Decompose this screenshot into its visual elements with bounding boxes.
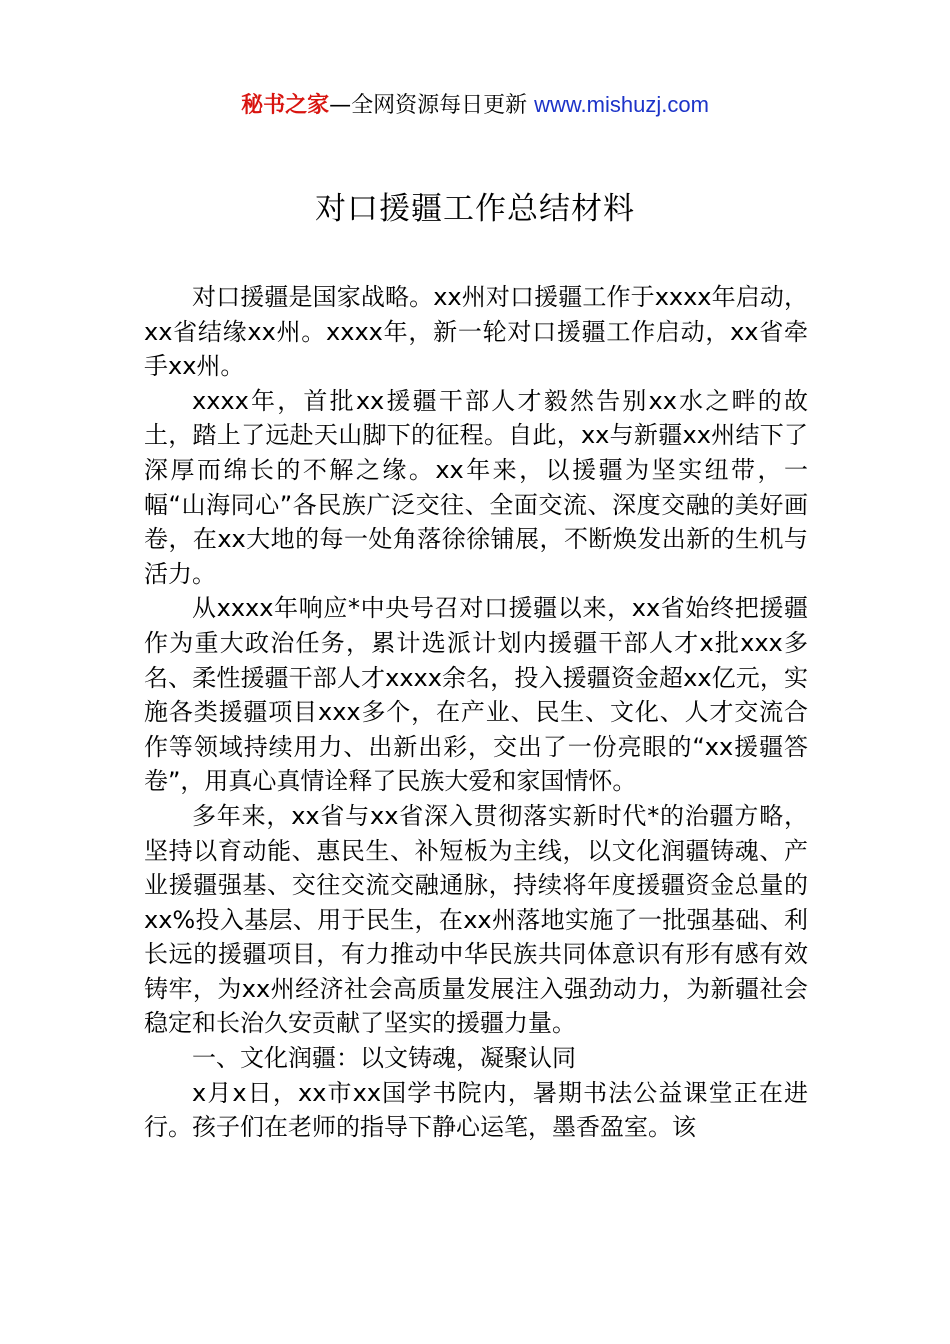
paragraph: 多年来，xx省与xx省深入贯彻落实新时代*的治疆方略，坚持以育动能、惠民生、补短板为主线，以文化润疆铸魂、产业援疆强基、交往交流交融通脉，持续将年度援疆资金总量的xx%投入基层、用于民生，在xx州落地实施了一批强基础、利长远的援疆项目，有力推动中华民族共同体意识有形有感有效铸牢，为xx州经济社会高质量发展注入强劲动力，为新疆社会稳定和长治久安贡献了坚实的援疆力量。: [144, 801, 808, 1038]
document-body: [144, 280, 808, 1145]
document-title: 对口援疆工作总结材料: [315, 191, 635, 227]
paragraph: 从xxxx年响应*中央号召对口援疆以来，xx省始终把援疆作为重大政治任务，累计选派计划内援疆干部人才x批xxx多名、柔性援疆干部人才xxxx余名，投入援疆资金超xx亿元，实施各类援疆项目xxx多个，在产业、民生、文化、人才交流合作等领域持续用力、出新出彩，交出了一份亮眼的“xx援疆答卷”，用真心真情诠释了民族大爱和家国情怀。: [144, 594, 808, 796]
site-url-link[interactable]: www.mishuzj.com: [534, 92, 709, 117]
paragraph: xxxx年，首批xx援疆干部人才毅然告别xx水之畔的故土，踏上了远赴天山脚下的征程。自此，xx与新疆xx州结下了深厚而绵长的不解之缘。xx年来，以援疆为坚实纽带，一幅“山海同心”各民族广泛交往、全面交流、深度交融的美好画卷，在xx大地的每一处角落徐徐铺展，不断焕发出新的生机与活力。: [144, 386, 808, 588]
paragraph: x月x日，xx市xx国学书院内，暑期书法公益课堂正在进行。孩子们在老师的指导下静心运笔，墨香盈室。该: [144, 1078, 808, 1142]
section-heading: 一、文化润疆：以文铸魂，凝聚认同: [192, 1044, 576, 1073]
header-tagline: —全网资源每日更新: [329, 93, 528, 118]
paragraph: 对口援疆是国家战略。xx州对口援疆工作于xxxx年启动，xx省结缘xx州。xxxx年，新一轮对口援疆工作启动，xx省牵手xx州。: [144, 283, 808, 381]
brand-name: 秘书之家: [241, 93, 330, 118]
site-header: [0, 88, 950, 123]
